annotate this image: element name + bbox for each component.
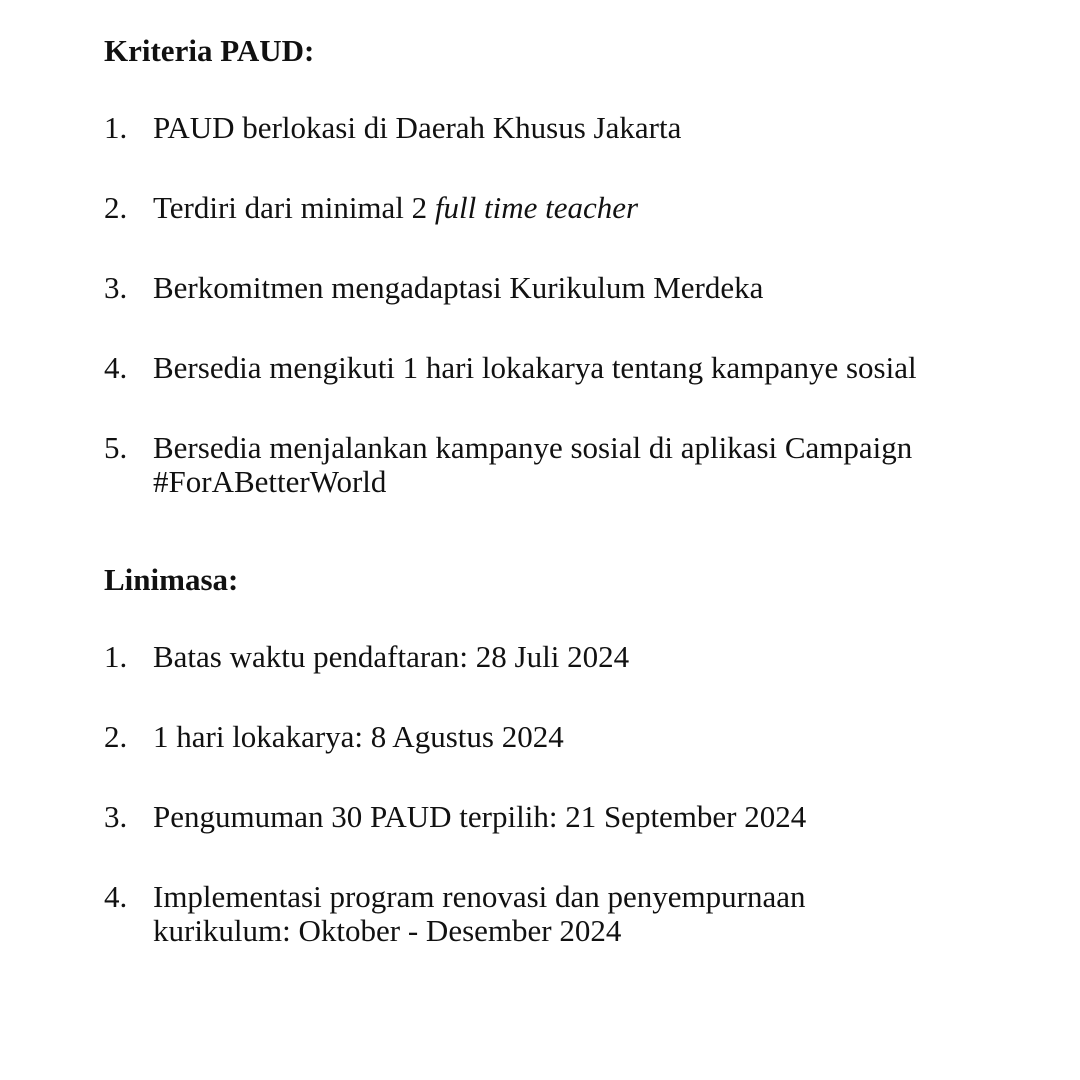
list-number: 1. (104, 110, 128, 145)
timeline-heading: Linimasa: (104, 562, 239, 597)
list-text-line2: kurikulum: Oktober - Desember 2024 (153, 913, 622, 948)
list-text-italic: full time teacher (434, 190, 639, 225)
criteria-item (104, 351, 1004, 385)
list-text: Terdiri dari minimal 2 (153, 190, 435, 225)
criteria-heading: Kriteria PAUD: (104, 33, 315, 68)
list-text: 1 hari lokakarya: 8 Agustus 2024 (153, 719, 564, 754)
list-text: PAUD berlokasi di Daerah Khusus Jakarta (153, 110, 682, 145)
timeline-item (104, 880, 1004, 948)
list-number: 2. (104, 190, 128, 225)
criteria-item (104, 191, 1004, 225)
criteria-item (104, 111, 1004, 145)
list-text: Batas waktu pendaftaran: 28 Juli 2024 (153, 639, 630, 674)
list-text-line2: #ForABetterWorld (153, 464, 387, 499)
timeline-item (104, 640, 1004, 674)
list-text: Pengumuman 30 PAUD terpilih: 21 September 2024 (153, 799, 807, 834)
list-number: 3. (104, 270, 128, 305)
criteria-item (104, 271, 1004, 305)
list-number: 4. (104, 350, 128, 385)
list-text: Bersedia mengikuti 1 hari lokakarya tentang kampanye sosial (153, 350, 917, 385)
criteria-item (104, 431, 1004, 499)
list-number: 4. (104, 879, 128, 914)
list-number: 5. (104, 430, 128, 465)
timeline-item (104, 720, 1004, 754)
timeline-item (104, 800, 1004, 834)
list-number: 2. (104, 719, 128, 754)
list-text: Bersedia menjalankan kampanye sosial di aplikasi Campaign (153, 430, 913, 465)
list-text: Berkomitmen mengadaptasi Kurikulum Merdeka (153, 270, 764, 305)
list-number: 3. (104, 799, 128, 834)
list-number: 1. (104, 639, 128, 674)
list-text: Implementasi program renovasi dan penyempurnaan (153, 879, 806, 914)
